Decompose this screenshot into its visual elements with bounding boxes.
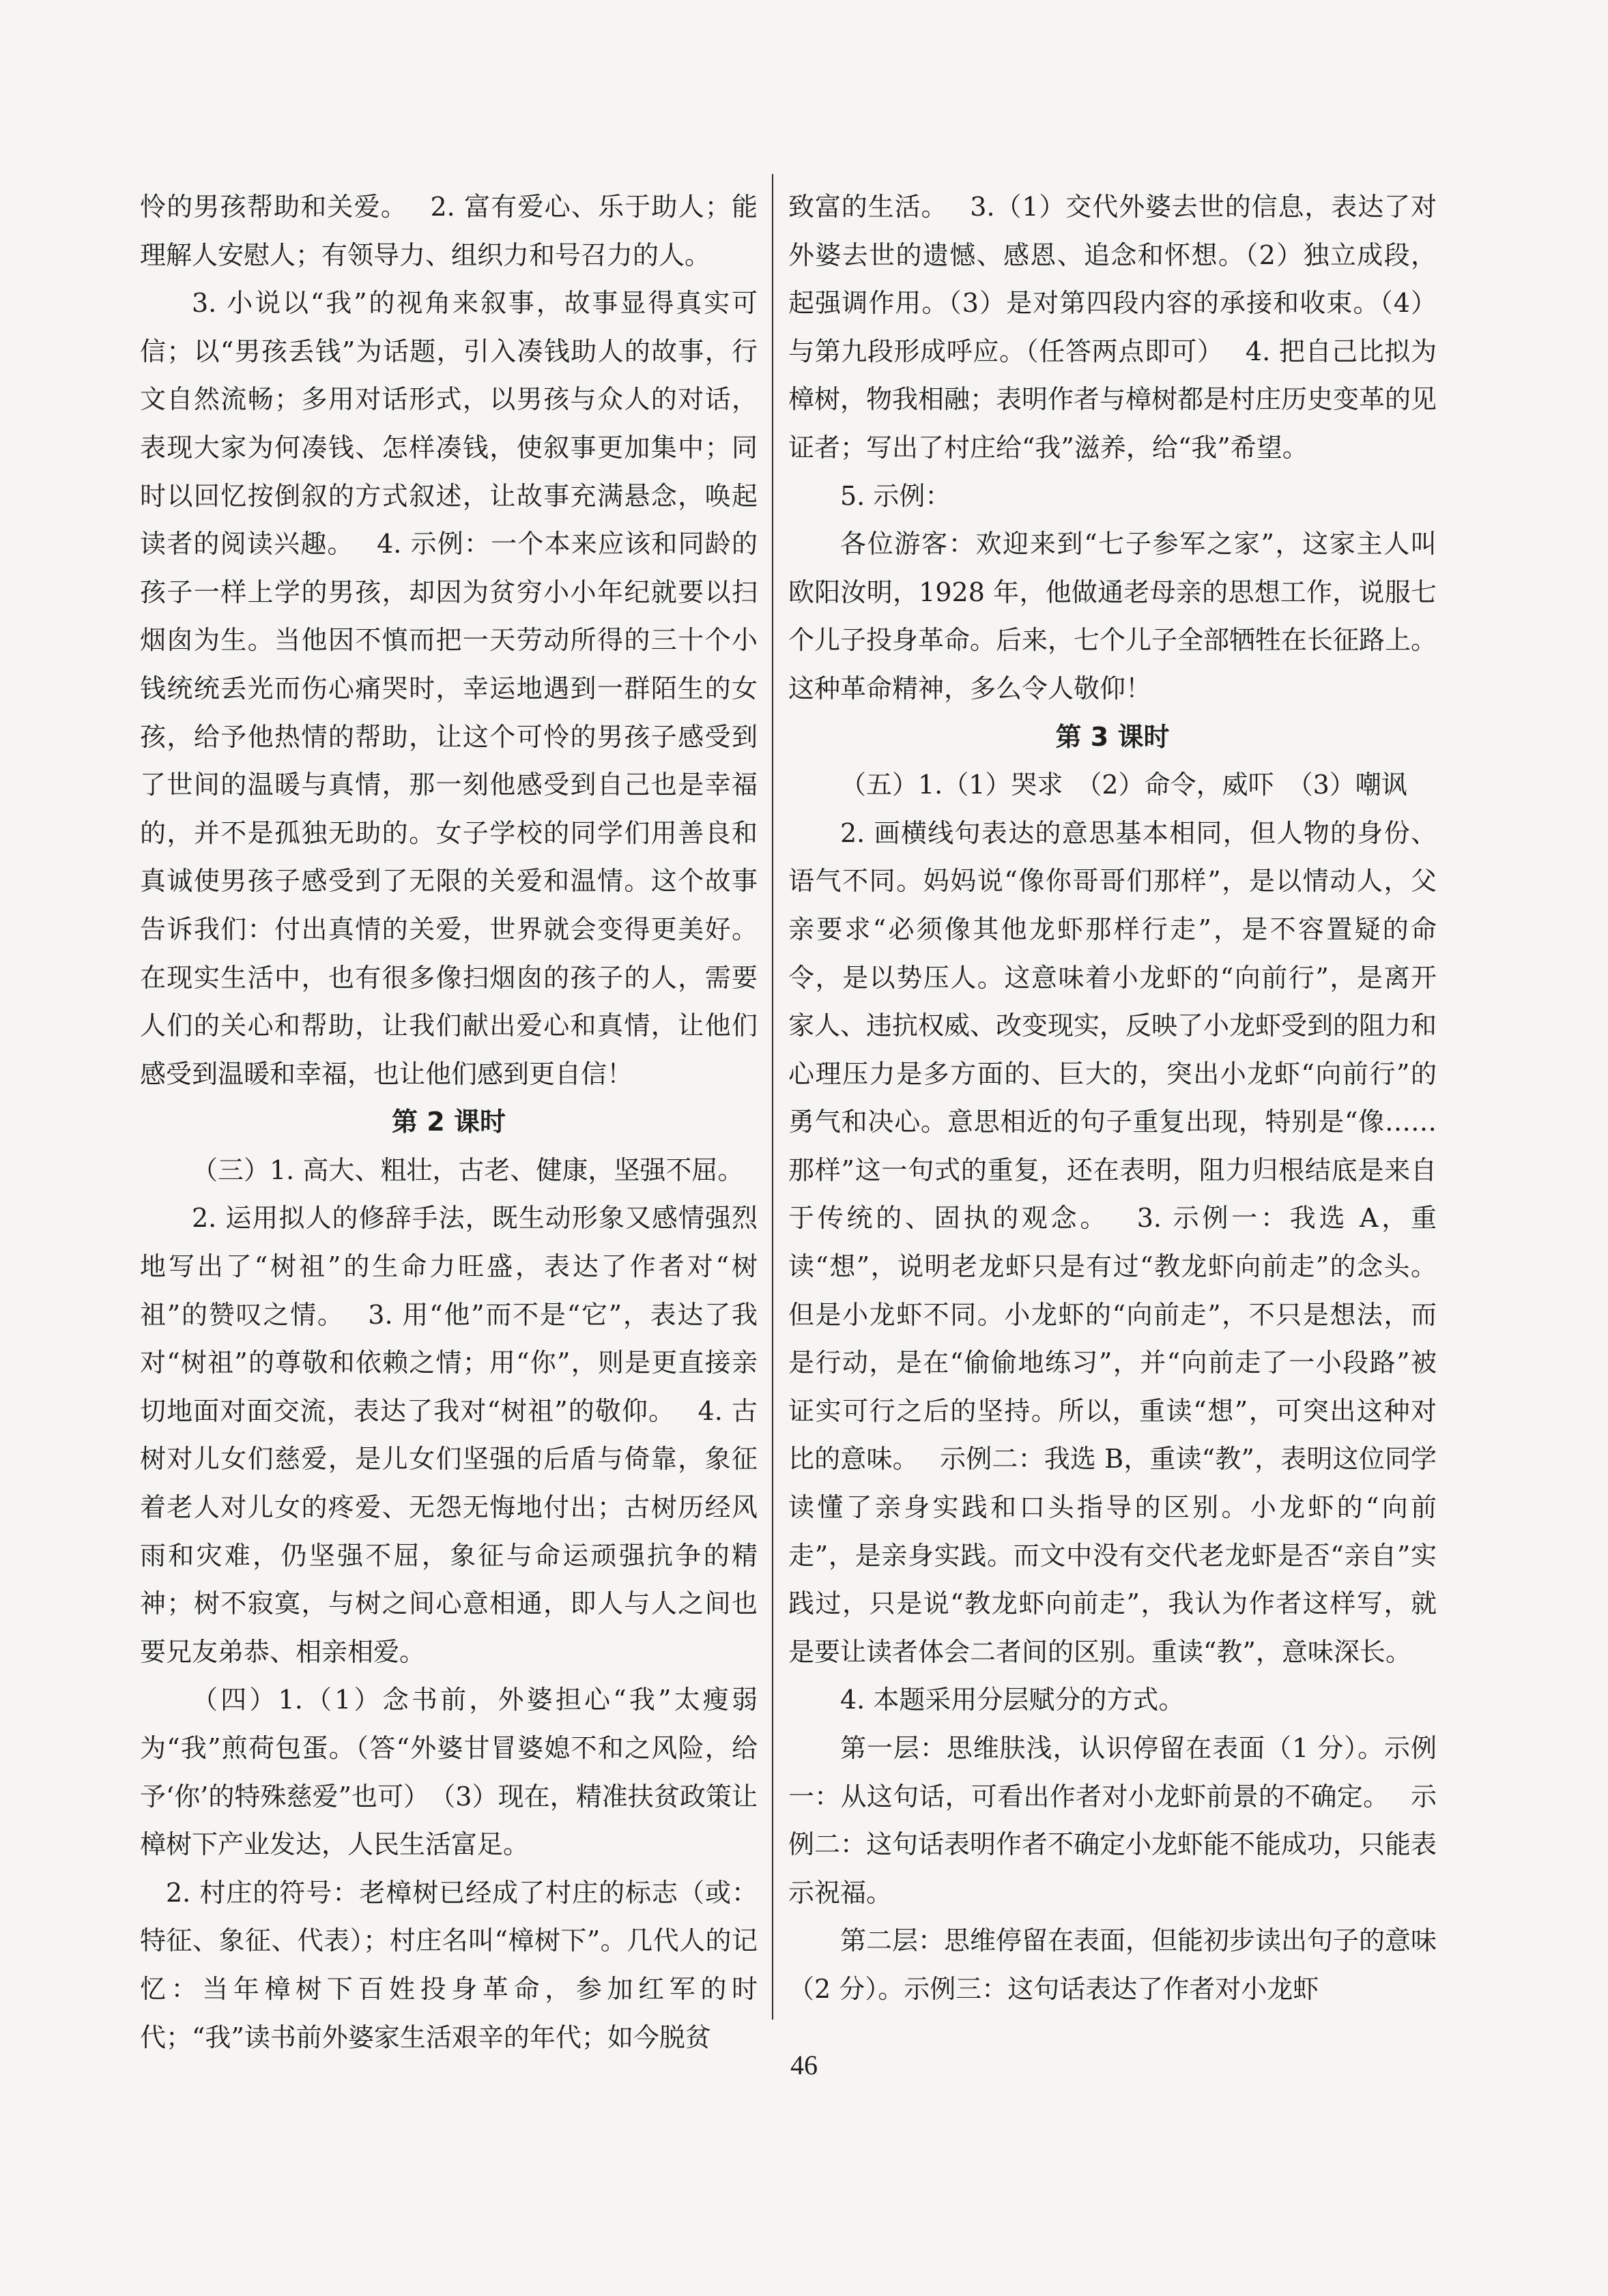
right-paragraph-2: 5. 示例： xyxy=(840,480,951,511)
right-paragraph-1: 致富的生活。 3.（1）交代外婆去世的信息，表达了对外婆去世的遗憾、感恩、追念和怀想。（2）独立成段，起强调作用。（3）是对第四段内容的承接和收束。（4）与第九段形成呼应。（任答两点即可） 4. 把自己比拟为樟树，物我相融；表明作者与樟树都是村庄历史变革的见证者；写出了村庄给“我”滋养，给“我”希望。 xyxy=(788,192,1437,463)
section-heading-lesson-3: 第 3 课时 xyxy=(1055,721,1170,752)
right-paragraph-5: 2. 画横线句表达的意思基本相同，但人物的身份、语气不同。妈妈说“像你哥哥们那样”，是以情动人，父亲要求“必须像其他龙虾那样行走”，是不容置疑的命令，是以势压人。这意味着小龙虾的“向前行”，是离开家人、违抗权威、改变现实，反映了小龙虾受到的阻力和心理压力是多方面的、巨大的，突出小龙虾“向前行”的勇气和决心。意思相近的句子重复出现，特别是“像……那样”这一句式的重复，还在表明，阻力归根结底是来自于传统的、固执的观念。 3. 示例一：我选 A，重读“想”，说明老龙虾只是有过“教龙虾向前走”的念头。但是小龙虾不同。小龙虾的“向前走”，不只是想法，而是行动，是在“偷偷地练习”，并“向前走了一小段路”被证实可行之后的坚持。所以，重读“想”，可突出这种对比的意味。 示例二：我选 B，重读“教”，表明这位同学读懂了亲身实践和口头指导的区别。小龙虾的“向前走”，是亲身实践。而文中没有交代老龙虾是否“亲自”实践过，只是说“教龙虾向前走”，我认为作者这样写，就是要让读者体会二者间的区别。重读“教”，意味深长。 xyxy=(788,817,1437,1667)
left-paragraph-3: （三）1. 高大、粗壮，古老、健康，坚强不屈。 xyxy=(192,1154,744,1185)
right-paragraph-8: 第二层：思维停留在表面，但能初步读出句子的意味（2 分）。示例三：这句话表达了作者对小龙虾 xyxy=(788,1926,1437,2004)
left-paragraph-2: 3. 小说以“我”的视角来叙事，故事显得真实可信；以“男孩丢钱”为话题，引入凑钱助人的故事，行文自然流畅；多用对话形式，以男孩与众人的对话，表现大家为何凑钱、怎样凑钱，使叙事更加集中；同时以回忆按倒叙的方式叙述，让故事充满悬念，唤起读者的阅读兴趣。 4. 示例：一个本来应该和同龄的孩子一样上学的男孩，却因为贫穷小小年纪就要以扫烟囱为生。当他因不慎而把一天劳动所得的三十个小钱统统丢光而伤心痛哭时，幸运地遇到一群陌生的女孩，给予他热情的帮助，让这个可怜的男孩子感受到了世间的温暖与真情，那一刻他感受到自己也是幸福的，并不是孤独无助的。女子学校的同学们用善良和真诚使男孩子感受到了无限的关爱和温情。这个故事告诉我们：付出真情的关爱，世界就会变得更美好。在现实生活中，也有很多像扫烟囱的孩子的人，需要人们的关心和帮助，让我们献出爱心和真情，让他们感受到温暖和幸福，也让他们感到更自信！ xyxy=(140,288,758,1089)
right-paragraph-7: 第一层：思维肤浅，认识停留在表面（1 分）。示例一：从这句话，可看出作者对小龙虾前景的不确定。 示例二：这句话表明作者不确定小龙虾能不能成功，只能表示祝福。 xyxy=(788,1733,1437,1908)
right-column xyxy=(788,183,1437,2014)
column-divider xyxy=(772,174,773,2020)
right-paragraph-3: 各位游客：欢迎来到“七子参军之家”，这家主人叫欧阳汝明，1928 年，他做通老母亲的思想工作，说服七个儿子投身革命。后来，七个儿子全部牺牲在长征路上。这种革命精神，多么令人敬仰！ xyxy=(788,529,1437,703)
section-heading-lesson-2: 第 2 课时 xyxy=(392,1107,506,1137)
left-paragraph-1: 怜的男孩帮助和关爱。 2. 富有爱心、乐于助人；能理解人安慰人；有领导力、组织力和号召力的人。 xyxy=(140,192,758,270)
left-paragraph-6: 2. 村庄的符号：老樟树已经成了村庄的标志（或：特征、象征、代表）；村庄名叫“樟树下”。几代人的记忆：当年樟树下百姓投身革命，参加红军的时代；“我”读书前外婆家生活艰辛的年代；如今脱贫 xyxy=(140,1877,758,2052)
right-paragraph-4: （五）1.（1）哭求 （2）命令，威吓 （3）嘲讽 xyxy=(840,770,1407,800)
left-column xyxy=(140,183,758,2061)
page-number: 46 xyxy=(790,2050,818,2080)
right-paragraph-6: 4. 本题采用分层赋分的方式。 xyxy=(840,1685,1185,1715)
left-paragraph-4: 2. 运用拟人的修辞手法，既生动形象又感情强烈地写出了“树祖”的生命力旺盛，表达了作者对“树祖”的赞叹之情。 3. 用“他”而不是“它”，表达了我对“树祖”的尊敬和依赖之情；用“你”，则是更直接亲切地面对面交流，表达了我对“树祖”的敬仰。 4. 古树对儿女们慈爱，是儿女们坚强的后盾与倚靠，象征着老人对儿女的疼爱、无怨无悔地付出；古树历经风雨和灾难，仍坚强不屈，象征与命运顽强抗争的精神；树不寂寞，与树之间心意相通，即人与人之间也要兄友弟恭、相亲相爱。 xyxy=(140,1203,758,1667)
left-paragraph-5: （四）1.（1）念书前，外婆担心“我”太瘦弱为“我”煎荷包蛋。（答“外婆甘冒婆媳不和之风险，给予‘你’的特殊慈爱”也可） （3）现在，精准扶贫政策让樟树下产业发达，人民生活富足。 xyxy=(140,1685,758,1860)
